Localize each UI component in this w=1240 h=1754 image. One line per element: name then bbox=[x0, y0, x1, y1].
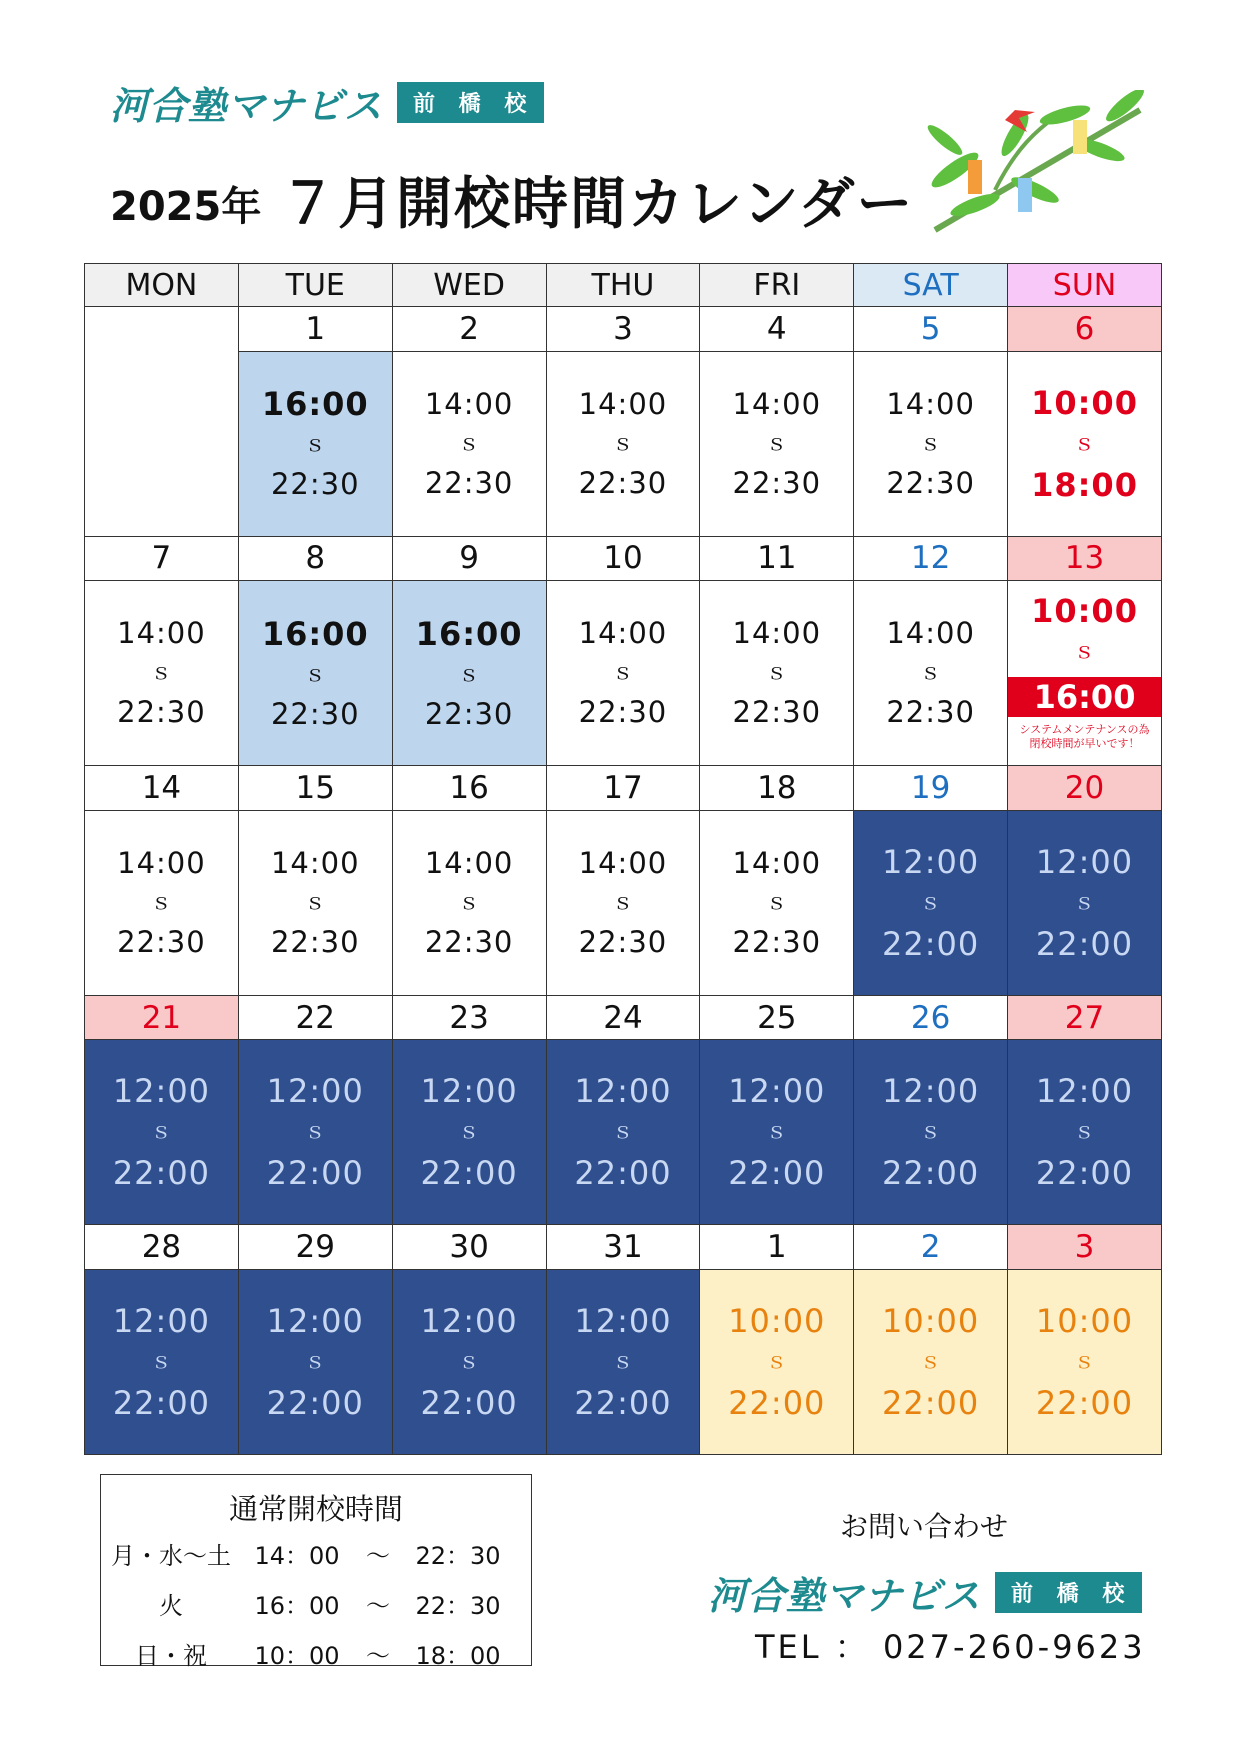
time-separator: ｓ bbox=[304, 661, 327, 687]
opening-hours bbox=[854, 581, 1007, 765]
normal-hours-days: 月・水〜土 bbox=[111, 1541, 231, 1570]
calendar-date: 20 bbox=[1008, 766, 1162, 811]
close-time: 22:30 bbox=[424, 924, 514, 959]
normal-hours-box bbox=[100, 1474, 532, 1670]
opening-hours bbox=[393, 811, 546, 995]
opening-hours-cell bbox=[85, 810, 239, 995]
time-separator: ｓ bbox=[765, 1119, 788, 1145]
open-time: 12:00 bbox=[112, 1072, 211, 1111]
opening-hours bbox=[700, 581, 853, 765]
time-separator: ｓ bbox=[1073, 1119, 1096, 1145]
calendar-date: 14 bbox=[85, 766, 239, 811]
open-time: 14:00 bbox=[732, 386, 822, 421]
time-separator: ｓ bbox=[458, 661, 481, 687]
opening-hours bbox=[239, 811, 392, 995]
open-time: 10:00 bbox=[882, 1301, 980, 1340]
close-time: 22:00 bbox=[1035, 1383, 1134, 1422]
open-time: 12:00 bbox=[728, 1072, 826, 1111]
calendar-date: 30 bbox=[392, 1225, 546, 1270]
open-time: 14:00 bbox=[424, 386, 514, 421]
calendar-date: 13 bbox=[1008, 536, 1162, 581]
opening-hours-cell bbox=[238, 581, 392, 766]
calendar-date: 4 bbox=[700, 307, 854, 352]
calendar-date: 8 bbox=[238, 536, 392, 581]
opening-hours-cell bbox=[854, 581, 1008, 766]
open-time: 12:00 bbox=[574, 1072, 672, 1111]
close-time: 22:00 bbox=[420, 1383, 518, 1422]
time-separator: ｓ bbox=[458, 1119, 481, 1145]
close-time: 22:30 bbox=[424, 465, 514, 500]
opening-hours-cell bbox=[546, 581, 700, 766]
time-separator: ｓ bbox=[1073, 638, 1096, 664]
maintenance-note: システムメンテナンスの為 閉校時間が早いです！ bbox=[1019, 722, 1150, 751]
empty-cell bbox=[85, 307, 239, 537]
hours-row bbox=[85, 1269, 1162, 1454]
open-time: 10:00 bbox=[728, 1301, 826, 1340]
opening-hours-cell bbox=[546, 1269, 700, 1454]
close-time: 22:30 bbox=[117, 924, 206, 959]
normal-hours-tilde: 〜 bbox=[366, 1591, 390, 1620]
close-time: 22:30 bbox=[117, 695, 206, 730]
time-separator: ｓ bbox=[150, 1348, 173, 1374]
opening-hours bbox=[239, 1270, 392, 1454]
calendar-table bbox=[84, 263, 1162, 1455]
page-title: ７月開校時間カレンダー bbox=[280, 172, 915, 237]
open-time: 12:00 bbox=[882, 842, 980, 881]
date-row bbox=[85, 766, 1162, 811]
calendar-date: 18 bbox=[700, 766, 854, 811]
weekday-header-fri: FRI bbox=[700, 264, 854, 307]
calendar-date: 21 bbox=[85, 995, 239, 1040]
weekday-header-row bbox=[85, 264, 1162, 307]
opening-hours bbox=[393, 352, 546, 536]
open-time: 12:00 bbox=[266, 1301, 364, 1340]
opening-hours bbox=[393, 581, 546, 765]
time-separator: ｓ bbox=[765, 430, 788, 456]
normal-hours-close: 22：30 bbox=[415, 1541, 501, 1570]
opening-hours bbox=[85, 1270, 238, 1454]
opening-hours bbox=[85, 811, 238, 995]
time-separator: ｓ bbox=[611, 660, 634, 686]
hours-row bbox=[85, 581, 1162, 766]
normal-hours-row bbox=[101, 1578, 531, 1628]
time-separator: ｓ bbox=[611, 1348, 634, 1374]
calendar-date: 29 bbox=[238, 1225, 392, 1270]
open-time: 12:00 bbox=[1035, 1072, 1134, 1111]
calendar-date: 31 bbox=[546, 1225, 700, 1270]
calendar-date: 2 bbox=[854, 1225, 1008, 1270]
calendar-year: 2025年 bbox=[110, 184, 262, 230]
brand-logo-top bbox=[110, 82, 544, 128]
opening-hours bbox=[547, 1270, 700, 1454]
close-time: 22:00 bbox=[574, 1154, 672, 1193]
time-separator: ｓ bbox=[150, 660, 173, 686]
opening-hours bbox=[547, 811, 700, 995]
opening-hours-cell bbox=[392, 810, 546, 995]
close-time: 22:30 bbox=[886, 465, 975, 500]
opening-hours-cell bbox=[854, 810, 1008, 995]
date-row bbox=[85, 536, 1162, 581]
time-separator: ｓ bbox=[919, 1348, 942, 1374]
normal-hours-days: 火 bbox=[159, 1591, 183, 1620]
open-time: 10:00 bbox=[1031, 591, 1138, 630]
calendar-date: 11 bbox=[700, 536, 854, 581]
close-time: 22:00 bbox=[1035, 1154, 1134, 1193]
calendar-date: 3 bbox=[546, 307, 700, 352]
open-time: 14:00 bbox=[578, 386, 668, 421]
open-time: 16:00 bbox=[261, 614, 369, 653]
brand-name: 河合塾マナビス bbox=[708, 1573, 982, 1618]
brand-logo-bottom bbox=[708, 1572, 1142, 1618]
opening-hours-cell bbox=[546, 810, 700, 995]
open-time: 14:00 bbox=[578, 616, 668, 651]
close-time: 22:00 bbox=[266, 1383, 364, 1422]
normal-hours-days: 日・祝 bbox=[135, 1641, 207, 1670]
close-time: 22:30 bbox=[578, 465, 668, 500]
contact-phone[interactable]: TEL ： 027-260-9623 bbox=[755, 1628, 1146, 1666]
weekday-header-sat: SAT bbox=[854, 264, 1008, 307]
opening-hours-cell bbox=[1008, 1040, 1162, 1225]
opening-hours bbox=[547, 352, 700, 536]
time-separator: ｓ bbox=[458, 430, 481, 456]
weekday-header-thu: THU bbox=[546, 264, 700, 307]
weekday-header-wed: WED bbox=[392, 264, 546, 307]
time-separator: ｓ bbox=[150, 1119, 173, 1145]
time-separator: ｓ bbox=[919, 660, 942, 686]
time-separator: ｓ bbox=[1073, 430, 1096, 456]
calendar-date: 10 bbox=[546, 536, 700, 581]
close-time: 22:00 bbox=[882, 1154, 980, 1193]
time-separator: ｓ bbox=[304, 1348, 327, 1374]
opening-hours bbox=[547, 1040, 700, 1224]
opening-hours-cell bbox=[392, 1269, 546, 1454]
open-time: 12:00 bbox=[112, 1301, 211, 1340]
opening-hours-cell bbox=[700, 581, 854, 766]
opening-hours-cell bbox=[854, 351, 1008, 536]
close-time: 22:00 bbox=[574, 1383, 672, 1422]
opening-hours-cell bbox=[238, 810, 392, 995]
opening-hours-cell bbox=[392, 581, 546, 766]
date-row bbox=[85, 1225, 1162, 1270]
calendar-date: 1 bbox=[700, 1225, 854, 1270]
opening-hours bbox=[700, 811, 853, 995]
time-separator: ｓ bbox=[765, 1348, 788, 1374]
open-time: 10:00 bbox=[1031, 383, 1138, 422]
calendar-date: 5 bbox=[854, 307, 1008, 352]
opening-hours bbox=[854, 352, 1007, 536]
tanabata-bamboo-icon bbox=[915, 90, 1155, 240]
calendar-date: 24 bbox=[546, 995, 700, 1040]
calendar-date: 17 bbox=[546, 766, 700, 811]
opening-hours-cell bbox=[238, 351, 392, 536]
open-time: 12:00 bbox=[420, 1301, 518, 1340]
opening-hours bbox=[393, 1040, 546, 1224]
opening-hours bbox=[854, 1040, 1007, 1224]
opening-hours-cell bbox=[1008, 581, 1162, 766]
open-time: 12:00 bbox=[266, 1072, 364, 1111]
opening-hours-cell bbox=[854, 1269, 1008, 1454]
weekday-header-tue: TUE bbox=[238, 264, 392, 307]
hours-row bbox=[85, 810, 1162, 995]
opening-hours bbox=[854, 811, 1007, 995]
opening-hours bbox=[854, 1270, 1007, 1454]
time-separator: ｓ bbox=[919, 430, 942, 456]
open-time: 14:00 bbox=[732, 845, 822, 880]
opening-hours-cell bbox=[546, 1040, 700, 1225]
brand-name: 河合塾マナビス bbox=[110, 83, 384, 128]
time-separator: ｓ bbox=[304, 432, 327, 458]
opening-hours bbox=[700, 352, 853, 536]
normal-hours-open: 16：00 bbox=[254, 1591, 340, 1620]
open-time: 16:00 bbox=[261, 385, 369, 424]
opening-hours bbox=[1008, 1270, 1161, 1454]
open-time: 12:00 bbox=[882, 1072, 980, 1111]
open-time: 12:00 bbox=[574, 1301, 672, 1340]
opening-hours bbox=[85, 581, 238, 765]
close-time: 22:30 bbox=[270, 696, 360, 731]
weekday-header-sun: SUN bbox=[1008, 264, 1162, 307]
normal-hours-open: 10：00 bbox=[254, 1641, 340, 1670]
opening-hours bbox=[239, 352, 392, 536]
opening-hours bbox=[85, 1040, 238, 1224]
close-time: 18:00 bbox=[1031, 465, 1138, 504]
date-row bbox=[85, 995, 1162, 1040]
time-separator: ｓ bbox=[458, 889, 481, 915]
close-time: 22:00 bbox=[882, 924, 980, 963]
opening-hours bbox=[1008, 811, 1161, 995]
opening-hours bbox=[1008, 581, 1161, 765]
opening-hours-cell bbox=[1008, 1269, 1162, 1454]
calendar-date: 3 bbox=[1008, 1225, 1162, 1270]
opening-hours-cell bbox=[700, 1040, 854, 1225]
time-separator: ｓ bbox=[1073, 889, 1096, 915]
calendar-date: 1 bbox=[238, 307, 392, 352]
opening-hours bbox=[393, 1270, 546, 1454]
open-time: 14:00 bbox=[578, 845, 668, 880]
calendar-date: 27 bbox=[1008, 995, 1162, 1040]
close-time: 22:30 bbox=[732, 465, 822, 500]
opening-hours-cell bbox=[1008, 810, 1162, 995]
time-separator: ｓ bbox=[1073, 1348, 1096, 1374]
time-separator: ｓ bbox=[458, 1348, 481, 1374]
normal-hours-row bbox=[101, 1528, 531, 1578]
calendar-date: 9 bbox=[392, 536, 546, 581]
opening-hours bbox=[1008, 352, 1161, 536]
calendar-body bbox=[85, 307, 1162, 1455]
opening-hours-cell bbox=[392, 351, 546, 536]
calendar-date: 22 bbox=[238, 995, 392, 1040]
close-time: 22:00 bbox=[1035, 924, 1134, 963]
weekday-header-mon: MON bbox=[85, 264, 239, 307]
close-time: 22:00 bbox=[728, 1154, 826, 1193]
calendar-date: 16 bbox=[392, 766, 546, 811]
open-time: 12:00 bbox=[420, 1072, 518, 1111]
time-separator: ｓ bbox=[765, 660, 788, 686]
opening-hours-cell bbox=[700, 1269, 854, 1454]
calendar-date: 26 bbox=[854, 995, 1008, 1040]
open-time: 14:00 bbox=[732, 616, 822, 651]
time-separator: ｓ bbox=[611, 430, 634, 456]
open-time: 14:00 bbox=[886, 386, 975, 421]
close-time: 22:30 bbox=[270, 467, 360, 502]
open-time: 14:00 bbox=[117, 845, 206, 880]
opening-hours-cell bbox=[238, 1040, 392, 1225]
branch-name: 前 橋 校 bbox=[995, 1572, 1142, 1613]
opening-hours-cell bbox=[85, 581, 239, 766]
normal-hours-title: 通常開校時間 bbox=[228, 1492, 403, 1526]
calendar-date: 12 bbox=[854, 536, 1008, 581]
close-time: 22:00 bbox=[728, 1383, 826, 1422]
calendar-date: 7 bbox=[85, 536, 239, 581]
close-time: 22:30 bbox=[270, 924, 360, 959]
open-time: 10:00 bbox=[1035, 1301, 1134, 1340]
opening-hours-cell bbox=[546, 351, 700, 536]
time-separator: ｓ bbox=[765, 889, 788, 915]
normal-hours-close: 22：30 bbox=[415, 1591, 501, 1620]
opening-hours-cell bbox=[238, 1269, 392, 1454]
time-separator: ｓ bbox=[919, 889, 942, 915]
calendar-date: 2 bbox=[392, 307, 546, 352]
opening-hours bbox=[700, 1270, 853, 1454]
normal-hours-row bbox=[101, 1628, 531, 1678]
opening-hours bbox=[239, 581, 392, 765]
hours-row bbox=[85, 351, 1162, 536]
opening-hours-cell bbox=[392, 1040, 546, 1225]
early-close-time: 16:00 bbox=[1008, 677, 1161, 717]
opening-hours bbox=[239, 1040, 392, 1224]
branch-name: 前 橋 校 bbox=[397, 82, 544, 123]
time-separator: ｓ bbox=[304, 889, 327, 915]
time-separator: ｓ bbox=[611, 889, 634, 915]
open-time: 14:00 bbox=[424, 845, 514, 880]
opening-hours-cell bbox=[700, 351, 854, 536]
close-time: 22:30 bbox=[424, 696, 514, 731]
close-time: 22:30 bbox=[578, 924, 668, 959]
opening-hours-cell bbox=[854, 1040, 1008, 1225]
open-time: 14:00 bbox=[886, 616, 975, 651]
normal-hours-open: 14：00 bbox=[254, 1541, 340, 1570]
open-time: 14:00 bbox=[270, 845, 360, 880]
date-row bbox=[85, 307, 1162, 352]
close-time: 22:30 bbox=[578, 695, 668, 730]
time-separator: ｓ bbox=[611, 1119, 634, 1145]
calendar-date: 19 bbox=[854, 766, 1008, 811]
calendar-date: 25 bbox=[700, 995, 854, 1040]
normal-hours-tilde: 〜 bbox=[366, 1641, 390, 1670]
opening-hours-cell bbox=[1008, 351, 1162, 536]
calendar-date: 6 bbox=[1008, 307, 1162, 352]
time-separator: ｓ bbox=[150, 889, 173, 915]
open-time: 14:00 bbox=[117, 616, 206, 651]
open-time: 16:00 bbox=[415, 614, 523, 653]
normal-hours-tilde: 〜 bbox=[366, 1541, 390, 1570]
close-time: 22:00 bbox=[112, 1383, 211, 1422]
opening-hours bbox=[547, 581, 700, 765]
calendar-date: 23 bbox=[392, 995, 546, 1040]
close-time: 22:00 bbox=[266, 1154, 364, 1193]
opening-hours bbox=[1008, 1040, 1161, 1224]
close-time: 22:00 bbox=[882, 1383, 980, 1422]
normal-hours-close: 18：00 bbox=[415, 1641, 501, 1670]
opening-hours-cell bbox=[85, 1040, 239, 1225]
close-time: 22:30 bbox=[732, 924, 822, 959]
close-time: 22:30 bbox=[886, 695, 975, 730]
contact-label: お問い合わせ bbox=[840, 1510, 1009, 1543]
hours-row bbox=[85, 1040, 1162, 1225]
close-time: 22:00 bbox=[112, 1154, 211, 1193]
close-time: 22:30 bbox=[732, 695, 822, 730]
opening-hours-cell bbox=[700, 810, 854, 995]
opening-hours-cell bbox=[85, 1269, 239, 1454]
open-time: 12:00 bbox=[1035, 842, 1134, 881]
time-separator: ｓ bbox=[304, 1119, 327, 1145]
opening-hours bbox=[700, 1040, 853, 1224]
calendar-date: 28 bbox=[85, 1225, 239, 1270]
calendar-date: 15 bbox=[238, 766, 392, 811]
close-time: 22:00 bbox=[420, 1154, 518, 1193]
time-separator: ｓ bbox=[919, 1119, 942, 1145]
